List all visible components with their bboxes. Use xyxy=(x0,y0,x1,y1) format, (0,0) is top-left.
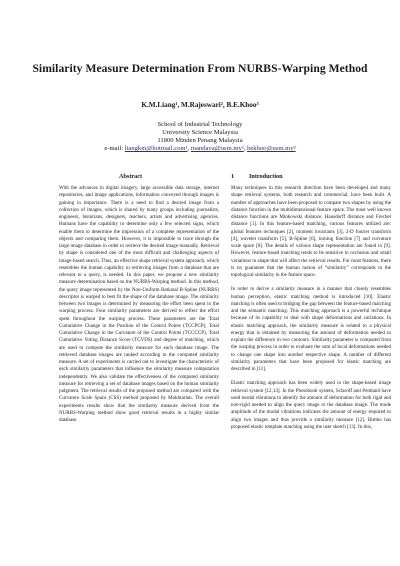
paper-title: Similarity Measure Determination From NURBS-Warping Method xyxy=(32,62,368,75)
email-separator: , xyxy=(243,145,248,153)
introduction-column xyxy=(231,185,391,431)
email-link-liang[interactable]: liangkm@hotmail.com¹ xyxy=(124,145,188,153)
author-affiliation xyxy=(0,121,400,153)
email-prefix: e-mail: xyxy=(104,145,125,153)
abstract-column xyxy=(59,185,219,424)
affiliation-address: 11800 Minden Penang Malaysia xyxy=(157,137,243,145)
affiliation-university: University Science Malaysia xyxy=(162,129,238,137)
intro-paragraph-2: In order to derive a similarity measure in a manner that closely resembles human perception, elastic matching method is introduced [10]. Elastic matching is often used to bridging the gap between the feature-based matching and the semantic matching. This matching approach is a powerful technique because of its capability to deal with shape deformations and variations. In elastic matching approach, the similarity measure is related to a physical energy that is obtained by measuring the amount of deformation needed to explain the difference in two contours. Similarity parameter is computed from the warping process in order to evaluate the sum of local deformations needed to change one shape into another respective shape. A number of different similarity parameters that have been proposed for elastic matching are described in [11]. xyxy=(231,286,391,372)
email-link-khoo[interactable]: bekhoo@usm.my³ xyxy=(247,145,296,153)
affiliation-emails xyxy=(0,145,400,153)
intro-paragraph-3: Elastic matching approach has been widely used in the shape-based image retrieval system [12,13]. In the Photobook system, Sclaroff and Pentland have used modal vibrations to identify the amount of deformation for both rigid and non-rigid needed to align the query image to the database image. The mode amplitude of the modal vibrations indicates the amount of energy required to align two images and thus provide a similarity measure [12]. Bimbo has proposed elastic template matching using the user sketch [13]. In this, xyxy=(231,380,391,430)
section-number: 1 xyxy=(231,173,235,180)
intro-paragraph-1: Many techniques in this research direction have been developed and many shape retrieval systems, both research and commercial, have been built. A number of approaches have been proposed to compare two shapes by using the distance function in the multidimensional feature space. The most well known distance functions are Minkowski distance, Hausdorff distance and Frechet distance [1]. In this feature-based matching, various features utilized are: global features techniques [2], moment invariants [3], 2-D fourier transform [4], wavelet transform [5], B-Spline [6], turning function [7] and curvature scale space [8]. The details of various shape representation are found in [9]. However, feature-based matching tends to be sensitive to occlusion and small variations in shape that will affect the retrieval results. For most features, there is no guarantee that the human notion of “similarity” corresponds to the topological similarity in the feature space. xyxy=(231,185,391,278)
email-separator: , xyxy=(187,145,191,153)
abstract-paragraph: With the advances in digital imagery, large accessible data storage, internet repositories, and image applications, information conveyed through images is gaining in importance. There is a need to find a desired image from a collection of images, which is shared by many groups including journalists, engineers, historians, designers, teachers, artists and advertising agencies. Humans have the capability to determine only a few selected signs, which enable them to determine the impression of a complete representation of the objects and comparing them. However, it is impossible to trace through the large image database in order to retrieve the desired image manually. Retrieval by shape is considered one of the most difficult and challenging aspects of image-based search. Thus, an effective shape retrieval system approach, which resembles the human capability in retrieving images from a database that are relevant to a query, is needed. In this paper, we propose a new similarity measure determination based on the NURBS-Warping method. In this method, the query image represented by the Non-Uniform Rational B-Spline (NURBS) descriptor is warped to best fit the shape of the database image. The similarity between two images is determined by measuring the effort been spent in the warping process. Four similarity parameters are derived to reflect the effort spent throughout the warping process. These parameters are the Total Cumulative Change in the Position of the Control Points (TCCPCP), Total Cumulative Change in the Curvature of the Control Points (TCCCCP), Total Cumulative Voting Distance Score (TCVDS) and degree of matching, which are used to compute the similarity measure for each database image. The retrieved database images are ranked according to the computed similarity measure. A set of experiments is carried out to investigate the characteristic of each similarity parameters that influence the similarity measure computation independently. We also validate the effectiveness of the computed similarity measure for retrieving a set of database images based on the human similarity judgment. The retrieval results of the proposed method are compared with the Curvature Scale Space (CSS) method proposed by Mokhtarian. The overall experiments results show that the similarity measure derived from the NURBS-Warping method show good retrieval results in a highly similar database. xyxy=(59,185,219,423)
affiliation-school: School of Industrial Technology xyxy=(157,121,243,128)
paper-authors: K.M.Liang¹, M.Rajeswari², B.E.Khoo³ xyxy=(141,101,259,109)
introduction-heading xyxy=(231,173,283,180)
abstract-heading: Abstract xyxy=(119,173,143,180)
email-link-rajeswari[interactable]: mandava@usm.my² xyxy=(190,145,244,153)
section-title: Introduction xyxy=(249,173,283,180)
